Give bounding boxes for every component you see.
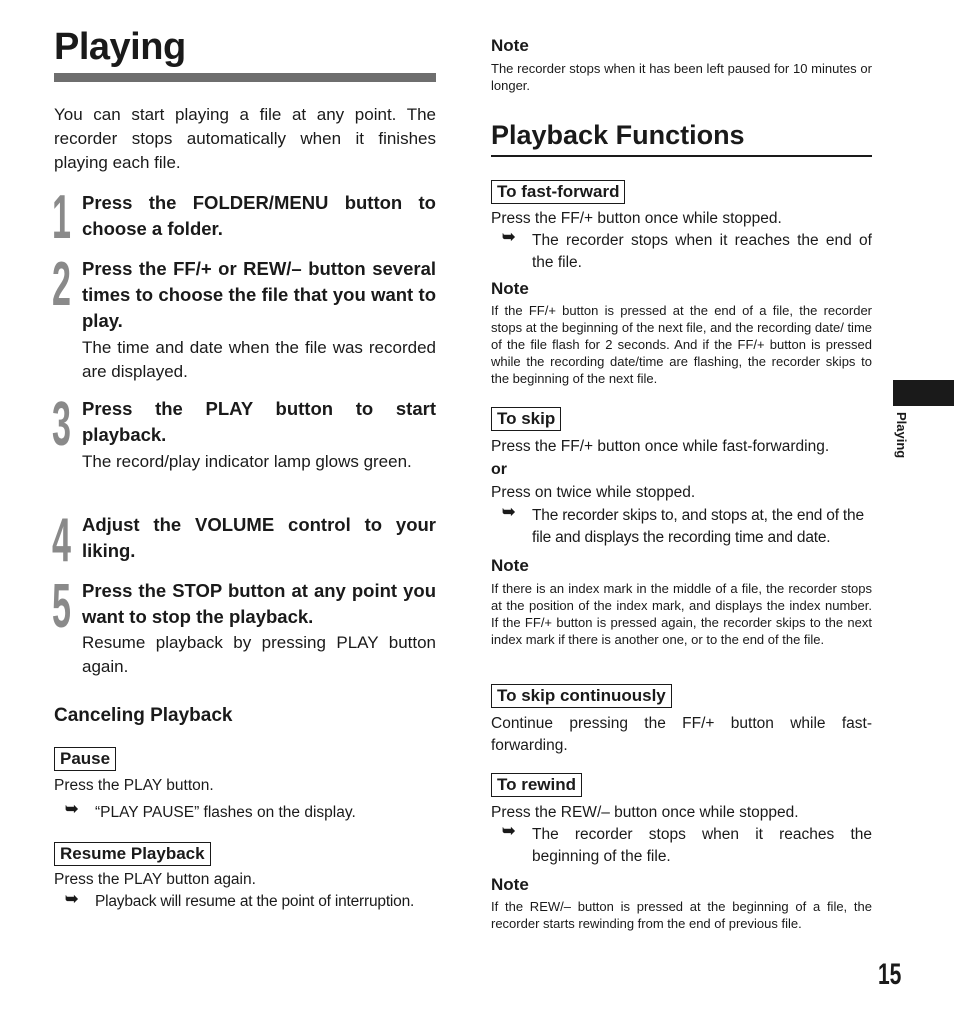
- skip-note-text: If there is an index mark in the middle of a file, the recorder stops at the position of the index mark, and displays the index number. If the FF/+ button is pressed again, the recorder skips to the next index mark if there is another one, or to the end of the file.: [491, 581, 872, 647]
- page-title: Playing: [54, 26, 186, 68]
- arrow-icon: ➥: [502, 504, 516, 521]
- skip-label: To skip: [491, 407, 561, 431]
- rewind-label: To rewind: [491, 773, 582, 797]
- ff-text: Press the FF/+ button once while stopped.: [491, 210, 782, 227]
- arrow-icon: ➥: [502, 823, 516, 840]
- pause-text: Press the PLAY button.: [54, 777, 214, 794]
- step-5-number: 5: [52, 572, 71, 641]
- ff-result: The recorder stops when it reaches the end of the file.: [532, 232, 872, 271]
- pause-result: “PLAY PAUSE” flashes on the display.: [95, 804, 356, 821]
- or-label: or: [491, 461, 507, 478]
- skip-text: Press the FF/+ button once while fast-forwarding.: [491, 438, 830, 455]
- section-rule: [491, 155, 872, 157]
- step-2-number: 2: [52, 250, 71, 319]
- page-number: 15: [878, 958, 902, 991]
- step-1-title: Press the FOLDER/MENU button to choose a folder.: [82, 192, 436, 239]
- step-5-desc: Resume playback by pressing PLAY button again.: [82, 633, 436, 676]
- step-5-title: Press the STOP button at any point you want to stop the playback.: [82, 580, 436, 627]
- skip-continuously-label: To skip continuously: [491, 684, 672, 708]
- arrow-icon: ➥: [65, 801, 79, 818]
- step-2-title: Press the FF/+ or REW/– button several times to choose the file that you want to play.: [82, 258, 436, 331]
- arrow-icon: ➥: [502, 229, 516, 246]
- section-title: Playback Functions: [491, 120, 745, 150]
- note-text: The recorder stops when it has been left paused for 10 minutes or longer.: [491, 61, 872, 93]
- intro-paragraph: You can start playing a file at any point. The recorder stops automatically when it finishes playing each file.: [54, 105, 436, 172]
- step-3-number: 3: [52, 390, 71, 459]
- note-heading: Note: [491, 36, 529, 55]
- step-3-title: Press the PLAY button to start playback.: [82, 398, 436, 445]
- canceling-heading: Canceling Playback: [54, 705, 233, 726]
- rewind-text: Press the REW/– button once while stopped.: [491, 804, 799, 821]
- resume-text: Press the PLAY button again.: [54, 871, 256, 888]
- step-2-desc: The time and date when the file was recorded are displayed.: [82, 338, 436, 381]
- step-4-number: 4: [52, 506, 71, 575]
- skip-result: The recorder skips to, and stops at, the end of the file and displays the recording time and date.: [532, 507, 864, 546]
- title-underline-bar: [54, 73, 436, 82]
- skip-text-2: Press on twice while stopped.: [491, 484, 696, 501]
- skip-continuously-text: Continue pressing the FF/+ button while fast-forwarding.: [491, 715, 872, 754]
- chapter-tab: [893, 380, 954, 406]
- resume-label: Resume Playback: [54, 842, 211, 866]
- ff-note-heading: Note: [491, 279, 529, 298]
- ff-note-text: If the FF/+ button is pressed at the end of a file, the recorder stops at the beginning of the next file, and the recording date/ time of the file flash for 2 seconds. And if the FF/+ button is pressed while the recording date/time are flashing, the recorder skips to the beginning of the next file.: [491, 303, 872, 386]
- rewind-note-heading: Note: [491, 875, 529, 894]
- resume-result: Playback will resume at the point of interruption.: [95, 893, 415, 910]
- step-1-number: 1: [52, 183, 71, 252]
- chapter-tab-label: Playing: [894, 412, 909, 459]
- step-3-desc: The record/play indicator lamp glows green.: [82, 452, 412, 471]
- rewind-note-text: If the REW/– button is pressed at the beginning of a file, the recorder starts rewinding from the end of previous file.: [491, 899, 872, 931]
- rewind-result: The recorder stops when it reaches the beginning of the file.: [532, 826, 872, 865]
- pause-label: Pause: [54, 747, 116, 771]
- arrow-icon: ➥: [65, 891, 79, 908]
- ff-label: To fast-forward: [491, 180, 625, 204]
- step-4-title: Adjust the VOLUME control to your liking.: [82, 514, 436, 561]
- skip-note-heading: Note: [491, 556, 529, 575]
